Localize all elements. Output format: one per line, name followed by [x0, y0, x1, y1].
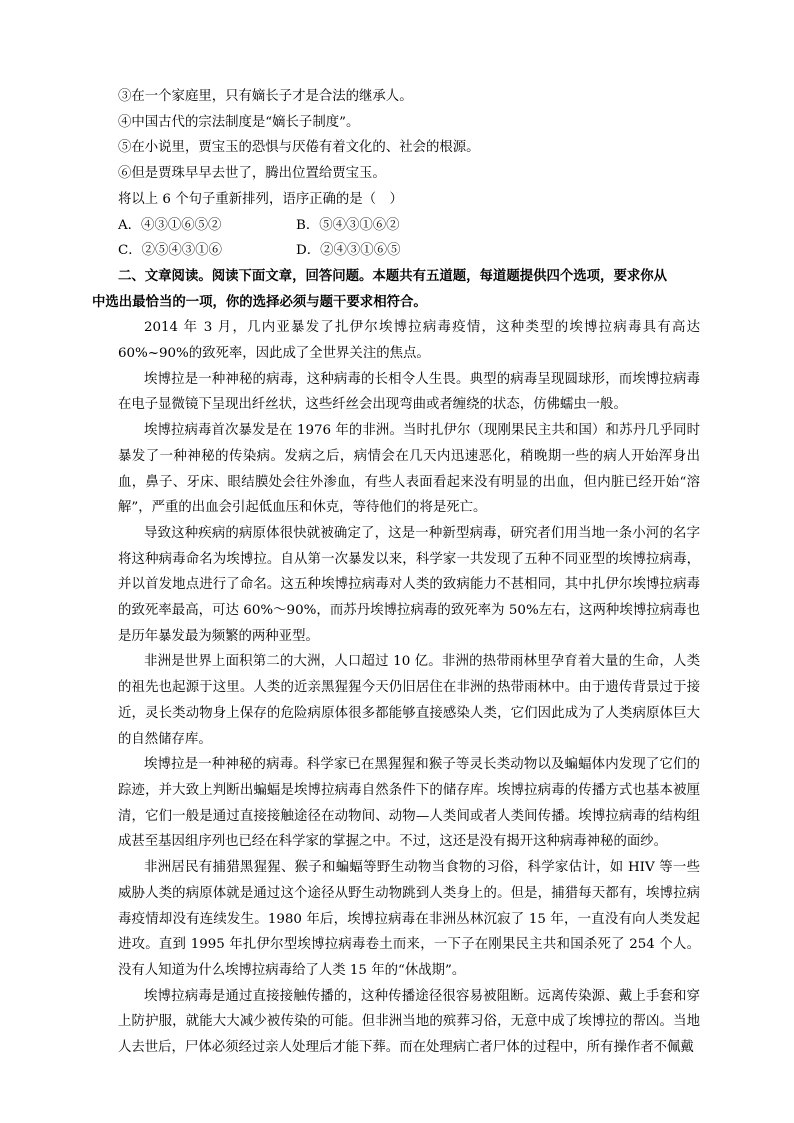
article-paragraph: 埃博拉病毒是通过直接接触传播的，这种传播途径很容易被阻断。远离传染源、戴上手套和穿上防护服，就能大大减少被传染的可能。但非洲当地的殡葬习俗，无意中成了埃博拉的帮凶。当地人去世后，尸体必须经过亲人处理后才能下葬。而在处理病亡者尸体的过程中，所有操作者不佩戴 [118, 988, 700, 1056]
document-page [92, 84, 700, 1061]
sentence-item: ⑥但是贾珠早早去世了，腾出位置给贾宝玉。 [118, 166, 386, 182]
sentence-item: ⑤在小说里，贾宝玉的恐惧与厌倦有着文化的、社会的根源。 [118, 140, 480, 156]
sentence-item: ③在一个家庭里，只有嫡长子才是合法的继承人。 [118, 89, 413, 104]
section-heading-line1: 二、文章阅读。阅读下面文章，回答问题。本题共有五道题，每道题提供四个选项，要求你从 [118, 267, 668, 284]
article-paragraph: 导致这种疾病的病原体很快就被确定了，这是一种新型病毒，研究者们用当地一条小河的名字将这种病毒命名为埃博拉。自从第一次暴发以来，科学家一共发现了五种不同亚型的埃博拉病毒，并以首发地点进行了命名。这五种埃博拉病毒对人类的致病能力不甚相同，其中扎伊尔埃博拉病毒的致死率最高，可达 60%～90%，而苏丹埃博拉病毒的致死率为 50%左右，这两种埃博拉病毒也是历年暴发最为频繁的两种亚型。 [118, 525, 700, 644]
question-stem: 将以上 6 个句子重新排列，语序正确的是（ ） [118, 191, 403, 207]
section-heading-line2: 中选出最恰当的一项，你的选择必须与题干要求相符合。 [92, 293, 427, 310]
option-d: D．②④③①⑥⑤ [296, 243, 401, 259]
sentence-item: ④中国古代的宗法制度是“嫡长子制度”。 [118, 114, 360, 130]
options-row-cd [118, 238, 700, 264]
article-paragraph: 埃博拉是一种神秘的病毒。科学家已在黑猩猩和猴子等灵长类动物以及蝙蝠体内发现了它们的踪迹，并大致上判断出蝙蝠是埃博拉病毒自然条件下的储存库。埃博拉病毒的传播方式也基本被厘清，它们一般是通过直接接触途径在动物间、动物—人类间或者人类间传播。埃博拉病毒的结构组成甚至基因组序列也已经在科学家的掌握之中。不过，这还是没有揭开这种病毒神秘的面纱。 [118, 757, 700, 850]
options-row-ab [118, 213, 700, 239]
option-b: B．⑤④③①⑥② [296, 217, 400, 233]
article-paragraph: 埃博拉病毒首次暴发是在 1976 年的非洲。当时扎伊尔（现刚果民主共和国）和苏丹几乎同时暴发了一种神秘的传染病。发病之后，病情会在几天内迅速恶化，稍晚期一些的病人开始浑身出血，鼻子、牙床、眼结膜处会往外渗血，有些人表面看起来没有明显的出血，但内脏已经开始“溶解”，严重的出血会引起低血压和休克，等待他们的将是死亡。 [118, 423, 700, 516]
article-paragraph: 埃博拉是一种神秘的病毒，这种病毒的长相令人生畏。典型的病毒呈现圆球形，而埃博拉病毒在电子显微镜下呈现出纤丝状，这些纤丝会出现弯曲或者缠绕的状态，仿佛蠕虫一般。 [118, 371, 700, 413]
article-paragraph: 非洲居民有捕猎黑猩猩、猴子和蝙蝠等野生动物当食物的习俗，科学家估计，如 HIV 等一些威胁人类的病原体就是通过这个途径从野生动物跳到人类身上的。但是，捕猎每天都有，埃博拉病毒疫情却没有连续发生。1980 年后，埃博拉病毒在非洲丛林沉寂了 15 年，一直没有向人类发起进攻。直到 1995 年扎伊尔型埃博拉病毒卷土而来，一下子在刚果民主共和国杀死了 254 个人。没有人知道为什么埃博拉病毒给了人类 15 年的“休战期”。 [118, 860, 700, 978]
article-paragraph: 非洲是世界上面积第二的大洲，人口超过 10 亿。非洲的热带雨林里孕育着大量的生命，人类的祖先也起源于这里。人类的近亲黑猩猩今天仍旧居住在非洲的热带雨林中。由于遗传背景过于接近，灵长类动物身上保存的危险病原体很多都能够直接感染人类，它们因此成为了人类病原体巨大的自然储存库。 [118, 654, 700, 747]
option-c: C．②⑤④③①⑥ [118, 243, 222, 259]
option-a: A．④③①⑥⑤② [118, 217, 222, 233]
section-heading [92, 264, 700, 315]
article-paragraph: 2014 年 3 月，几内亚暴发了扎伊尔埃博拉病毒疫情，这种类型的埃博拉病毒具有高达 60%~90%的致死率，因此成了全世界关注的焦点。 [118, 320, 700, 362]
